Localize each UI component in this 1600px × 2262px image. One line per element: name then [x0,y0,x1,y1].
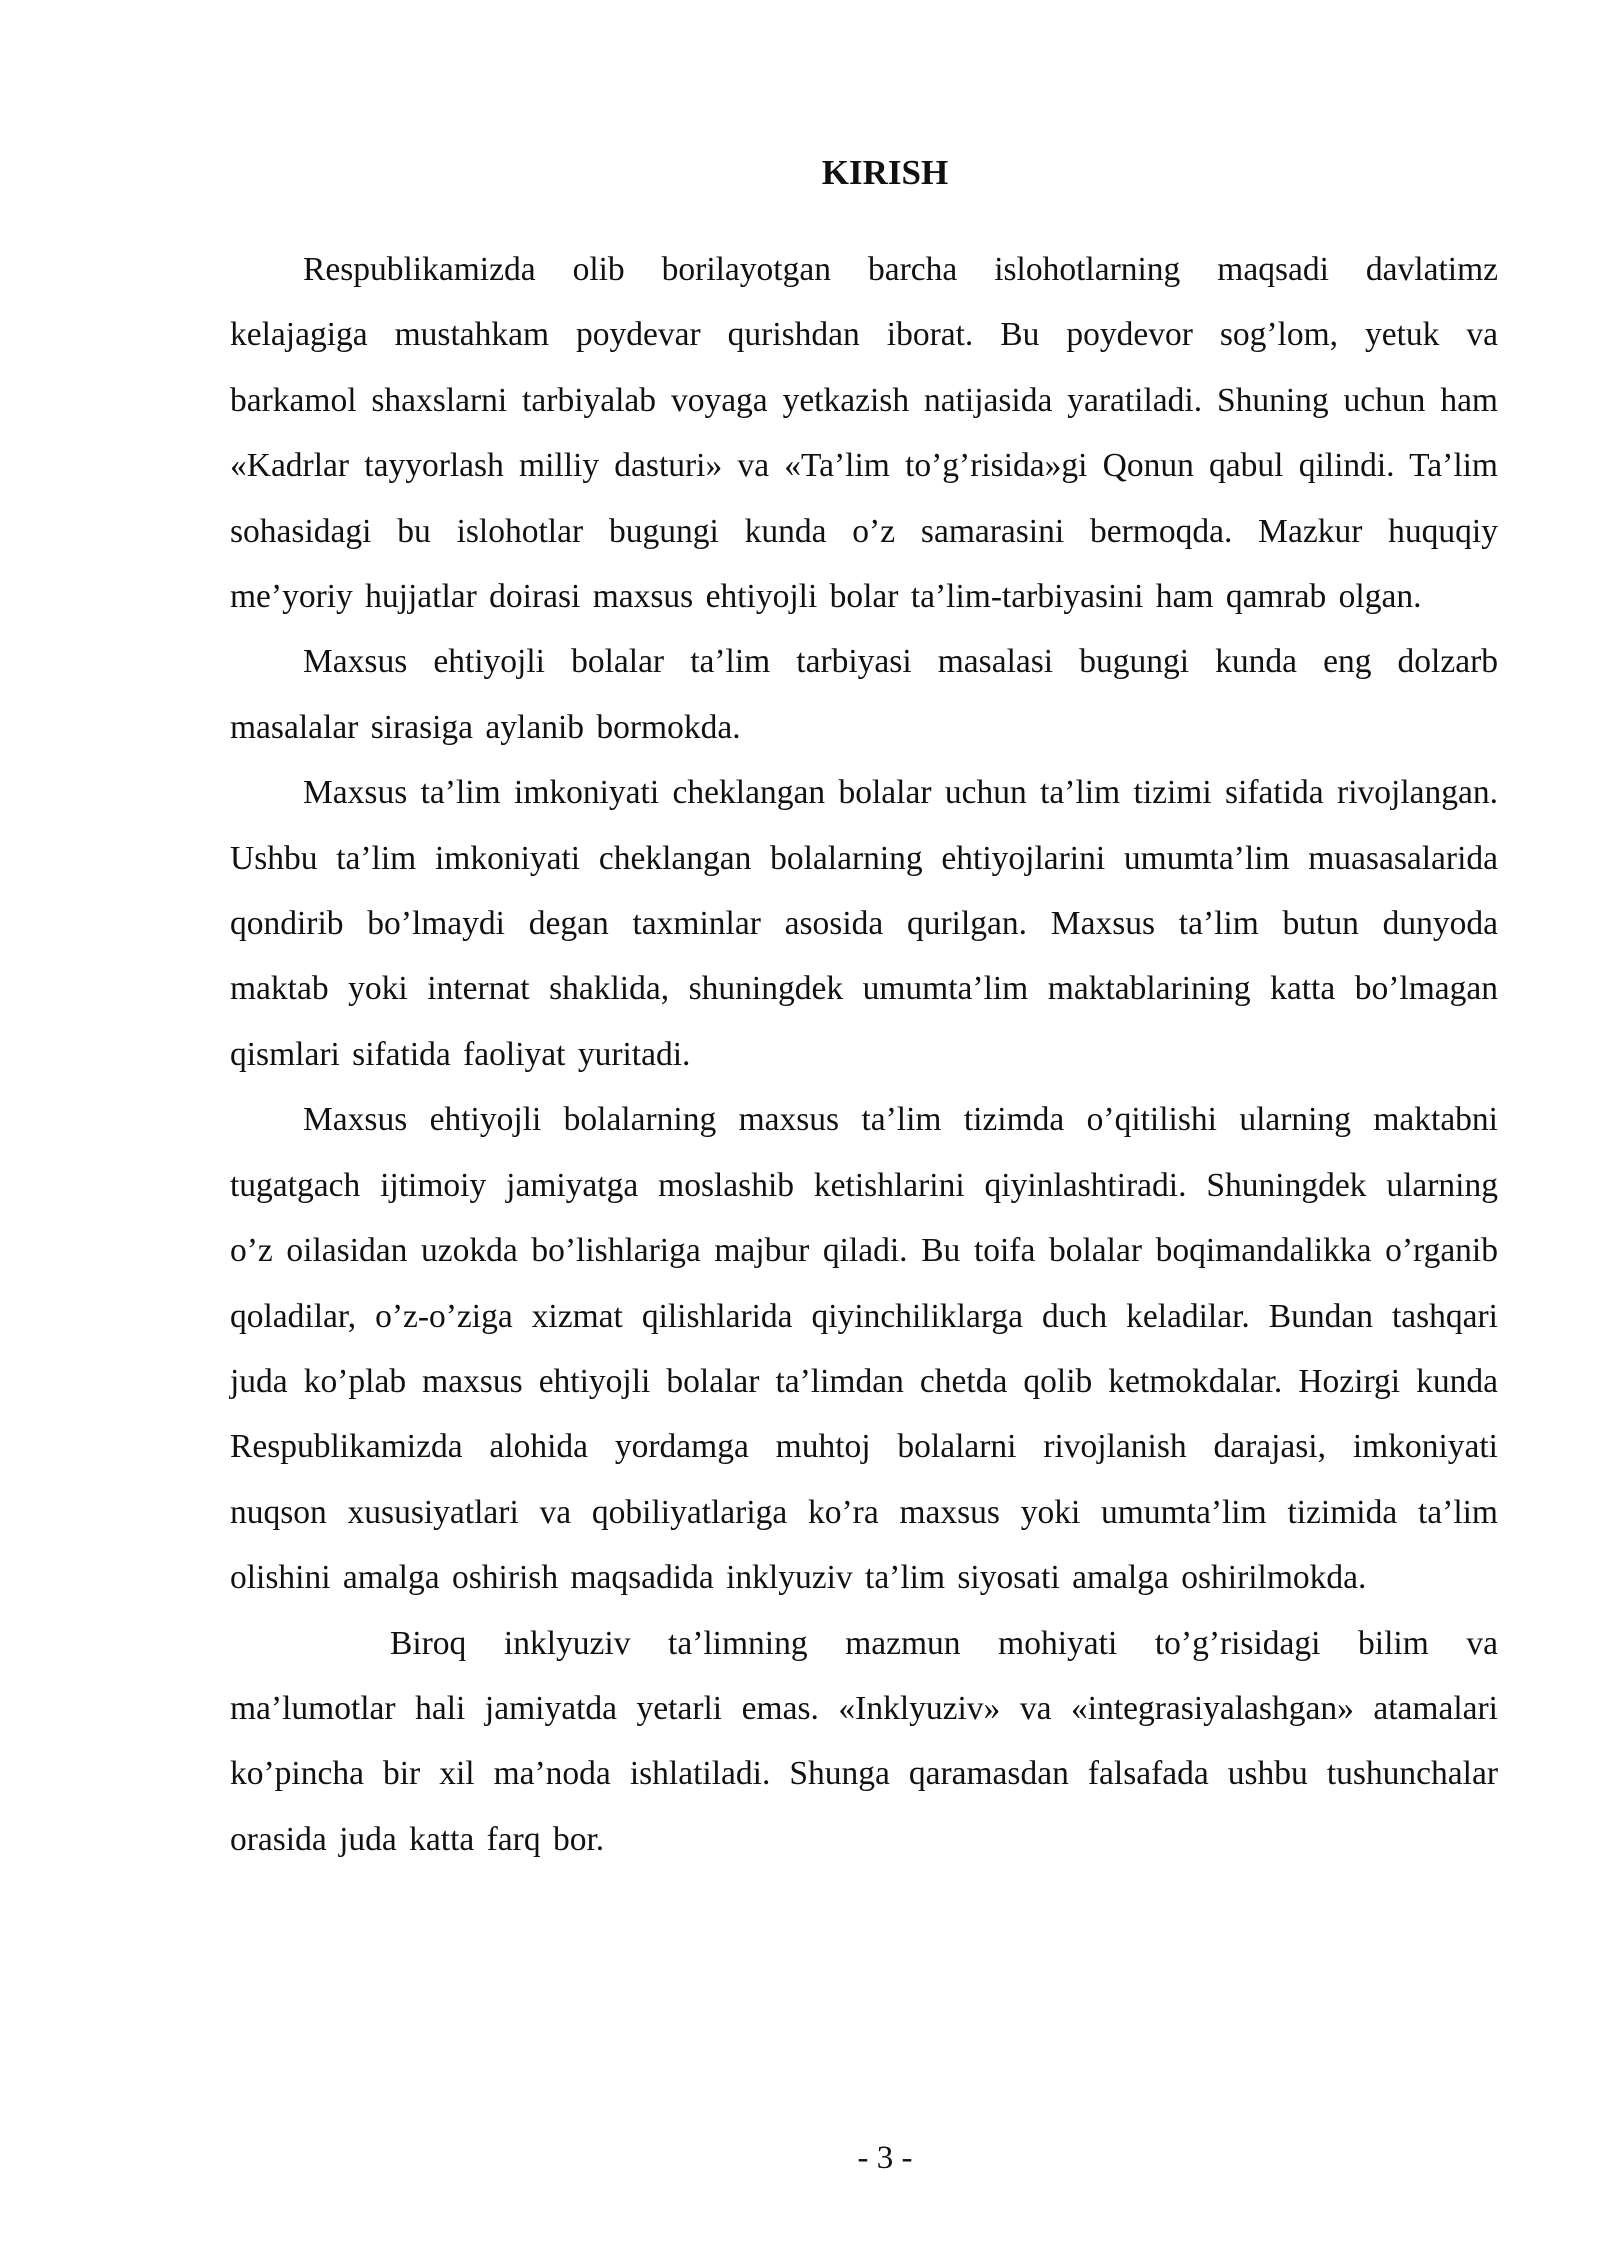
paragraph-3: Maxsus ta’lim imkoniyati cheklangan bolalar uchun ta’lim tizimi sifatida rivojlangan. Ushbu ta’lim imkoniyati cheklangan bolalarning ehtiyojlarini umumta’lim muasasalarida qondirib bo’lmaydi degan taxminlar asosida qurilgan. Maxsus ta’lim butun dunyoda maktab yoki internat shaklida, shuningdek umumta’lim maktablarining katta bo’lmagan qismlari sifatida faoliyat yuritadi. [230,774,1498,1073]
paragraph-2: Maxsus ehtiyojli bolalar ta’lim tarbiyasi masalasi bugungi kunda eng dolzarb masalalar sirasiga aylanib bormokda. [230,643,1498,746]
paragraph-5: Biroq inklyuziv ta’limning mazmun mohiyati to’g’risidagi bilim va ma’lumotlar hali jamiyatda yetarli emas. «Inklyuziv» va «integrasiyalashgan» atamalari ko’pincha bir xil ma’noda ishlatiladi. Shunga qaramasdan falsafada ushbu tushunchalar orasida juda katta farq bor. [230,1624,1498,1858]
page-title: KIRISH [821,153,949,192]
page-number: - 3 - [857,2140,913,2176]
paragraph-4: Maxsus ehtiyojli bolalarning maxsus ta’lim tizimda o’qitilishi ularning maktabni tugatgach ijtimoiy jamiyatga moslashib ketishlarini qiyinlashtiradi. Shuningdek ularning o’z oilasidan uzokda bo’lishlariga majbur qiladi. Bu toifa bolalar boqimandalikka o’rganib qoladilar, o’z-o’ziga xizmat qilishlarida qiyinchiliklarga duch keladilar. Bundan tashqari juda ko’plab maxsus ehtiyojli bolalar ta’limdan chetda qolib ketmokdalar. Hozirgi kunda Respublikamizda alohida yordamga muhtoj bolalarni rivojlanish darajasi, imkoniyati nuqson xususiyatlari va qobiliyatlariga ko’ra maxsus yoki umumta’lim tizimida ta’lim olishini amalga oshirish maqsadida inklyuziv ta’lim siyosati amalga oshirilmokda. [230,1101,1498,1597]
document-body [230,237,1498,1872]
paragraph-1: Respublikamizda olib borilayotgan barcha islohotlarning maqsadi davlatimz kelajagiga mustahkam poydevar qurishdan iborat. Bu poydevor sog’lom, yetuk va barkamol shaxslarni tarbiyalab voyaga yetkazish natijasida yaratiladi. Shuning uchun ham «Kadrlar tayyorlash milliy dasturi» va «Ta’lim to’g’risida»gi Qonun qabul qilindi. Ta’lim sohasidagi bu islohotlar bugungi kunda o’z samarasini bermoqda. Mazkur huquqiy me’yoriy hujjatlar doirasi maxsus ehtiyojli bolar ta’lim-tarbiyasini ham qamrab olgan. [230,251,1498,616]
